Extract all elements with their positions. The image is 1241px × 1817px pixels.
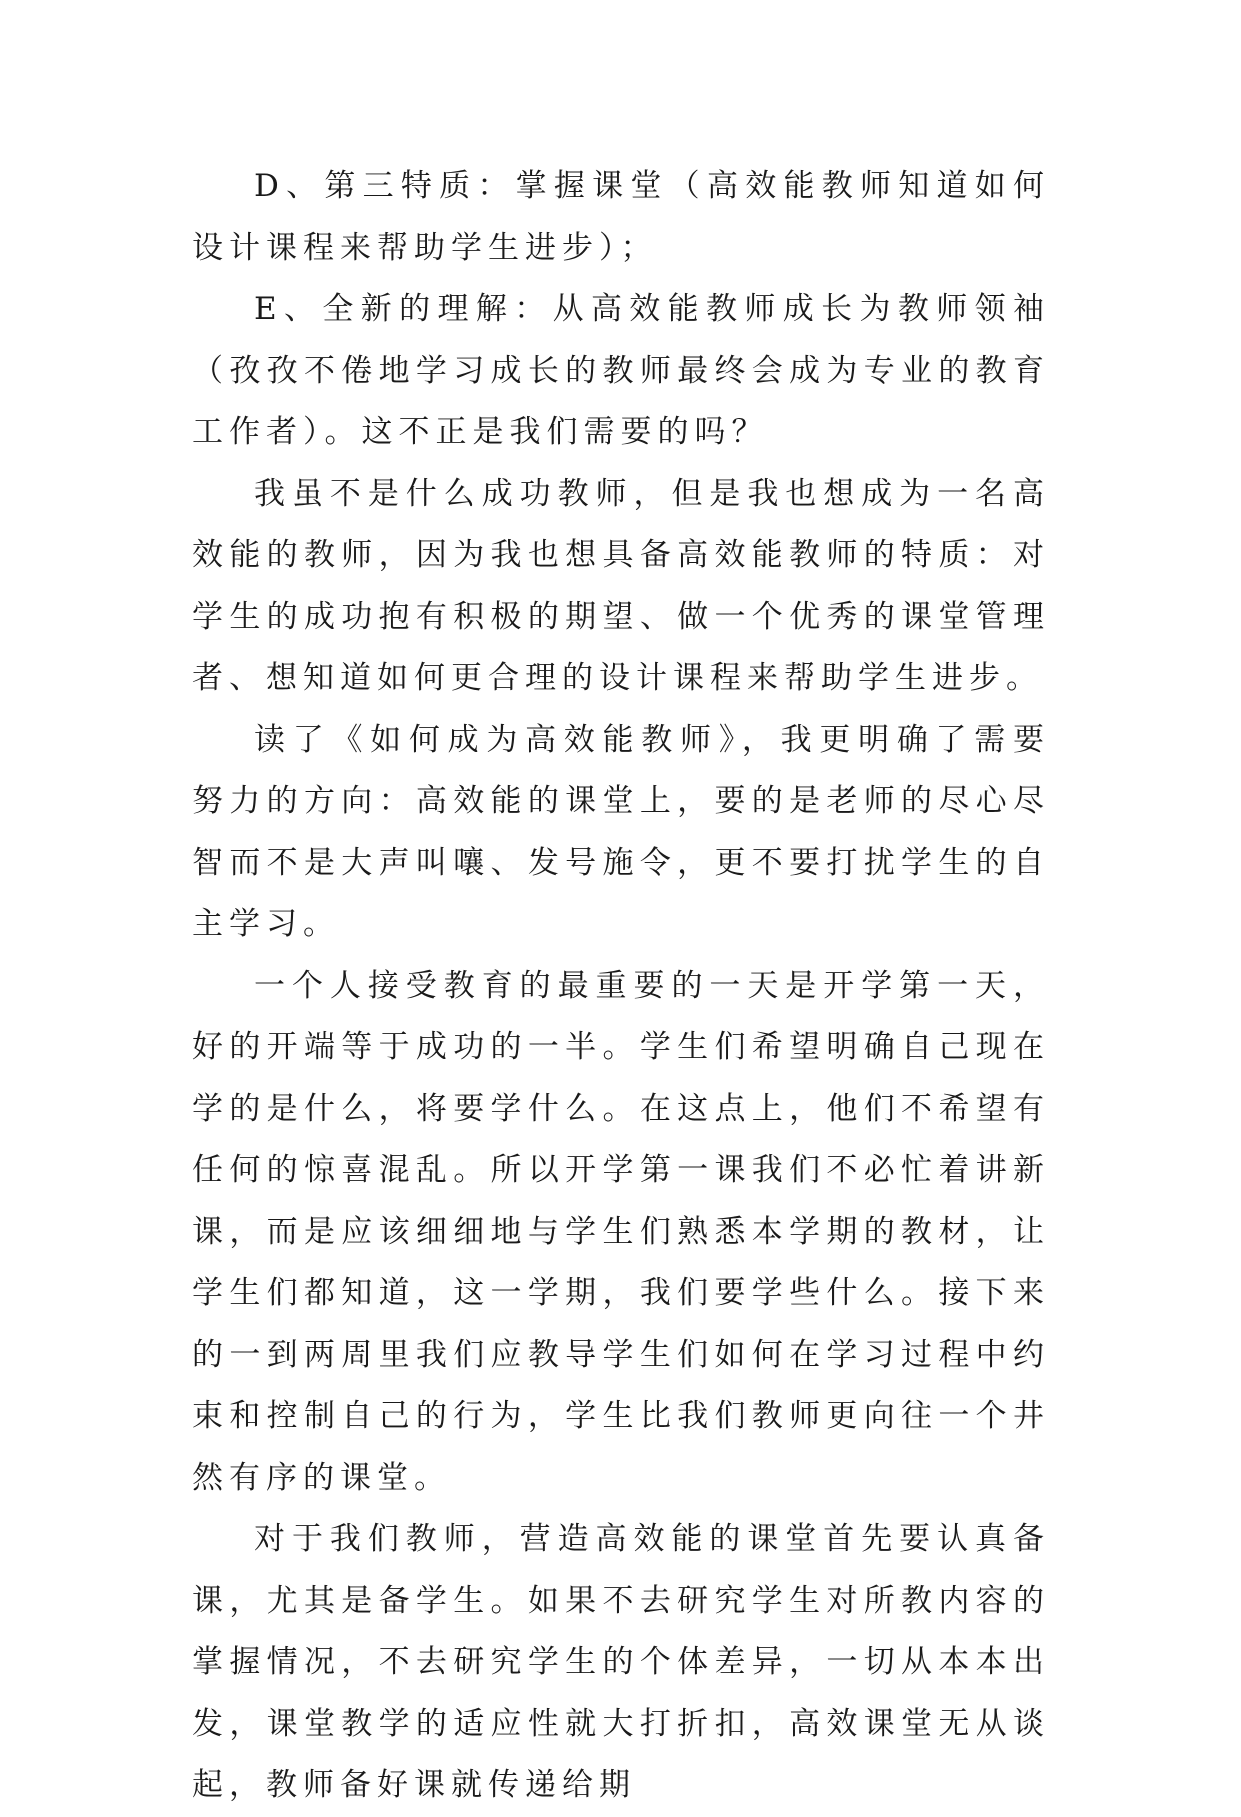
paragraph-personal-aspiration: 我虽不是什么成功教师，但是我也想成为一名高效能的教师，因为我也想具备高效能教师的特质：对学生的成功抱有积极的期望、做一个优秀的课堂管理者、想知道如何更合理的设计课程来帮助学生进步。 bbox=[192, 475, 1050, 696]
paragraph-new-understanding: E、全新的理解：从高效能教师成长为教师领袖（孜孜不倦地学习成长的教师最终会成为专业的教育工作者）。这不正是我们需要的吗？ bbox=[192, 291, 1050, 450]
paragraph-lesson-preparation: 对于我们教师，营造高效能的课堂首先要认真备课，尤其是备学生。如果不去研究学生对所教内容的掌握情况，不去研究学生的个体差异，一切从本本出发，课堂教学的适应性就大打折扣，高效课堂无从谈起，教师备好课就传递给期 bbox=[192, 1521, 1050, 1803]
paragraph-first-day: 一个人接受教育的最重要的一天是开学第一天，好的开端等于成功的一半。学生们希望明确自己现在学的是什么，将要学什么。在这点上，他们不希望有任何的惊喜混乱。所以开学第一课我们不必忙着讲新课，而是应该细细地与学生们熟悉本学期的教材，让学生们都知道，这一学期，我们要学些什么。接下来的一到两周里我们应教导学生们如何在学习过程中约束和控制自己的行为，学生比我们教师更向往一个井然有序的课堂。 bbox=[192, 967, 1050, 1496]
paragraph-trait-three: D、第三特质：掌握课堂（高效能教师知道如何设计课程来帮助学生进步）； bbox=[192, 168, 1050, 266]
paragraph-book-reflection: 读了《如何成为高效能教师》，我更明确了需要努力的方向：高效能的课堂上，要的是老师的尽心尽智而不是大声叫嚷、发号施令，更不要打扰学生的自主学习。 bbox=[192, 721, 1050, 942]
document-body bbox=[192, 156, 1050, 1817]
